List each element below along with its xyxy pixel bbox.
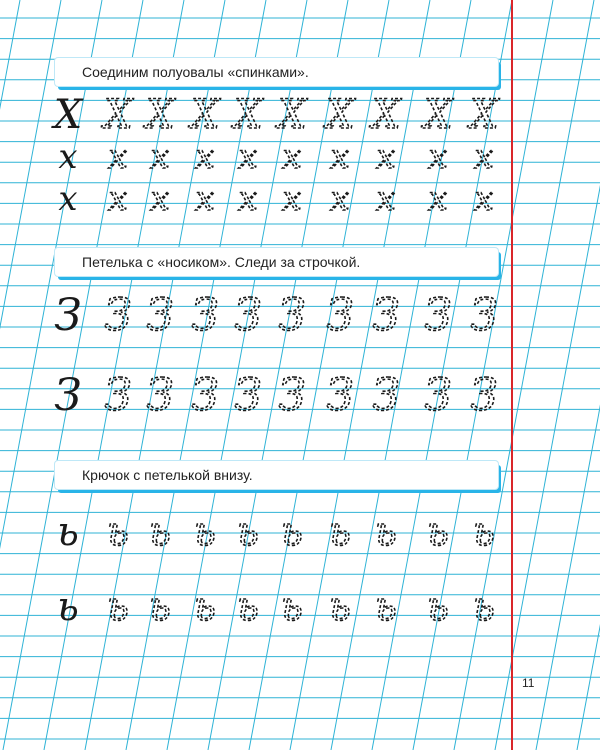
letter-glyph: х [330,179,350,219]
letter-glyph: х [428,137,448,177]
letter-glyph: х [108,179,128,219]
letter-glyph: З [104,290,132,341]
letter-glyph: З [470,370,498,421]
letter-glyph: х [150,137,170,177]
letter-glyph: ь [107,584,129,630]
letter-glyph: Х [371,92,401,138]
letter-glyph: х [58,179,78,219]
letter-glyph: х [108,137,128,177]
letter-glyph: ь [281,584,303,630]
letter-glyph: х [428,179,448,219]
letter-glyph: З [234,370,262,421]
letter-glyph: Х [145,92,175,138]
letter-glyph: х [195,137,215,177]
letter-glyph: х [238,179,258,219]
letter-glyph: ь [57,509,79,555]
letter-glyph: З [326,290,354,341]
letter-glyph: З [372,370,400,421]
letter-glyph: х [330,137,350,177]
letter-glyph: З [191,370,219,421]
letter-glyph: х [282,179,302,219]
letter-glyph: ь [107,509,129,555]
letter-glyph: ь [57,584,79,630]
letter-glyph: З [191,290,219,341]
letter-glyph: З [278,290,306,341]
letter-glyph: ь [237,584,259,630]
letter-glyph: З [146,290,174,341]
letter-glyph: ь [427,509,449,555]
letter-glyph: ь [149,509,171,555]
page-number: 11 [522,676,535,690]
letter-glyph: З [146,370,174,421]
letter-glyph: З [424,290,452,341]
letter-glyph: х [150,179,170,219]
letter-glyph: З [326,370,354,421]
letter-glyph: З [470,290,498,341]
letter-glyph: х [58,137,78,177]
instruction-text-1: Соединим полуовалы «спинками». [82,64,309,80]
letter-glyph: Х [103,92,133,138]
letter-glyph: х [195,179,215,219]
letter-glyph: ь [194,584,216,630]
letter-glyph: Х [190,92,220,138]
letter-glyph: ь [194,509,216,555]
letter-glyph: х [474,179,494,219]
letter-glyph: Х [469,92,499,138]
letter-glyph: ь [237,509,259,555]
letter-glyph: х [376,179,396,219]
instruction-text-3: Крючок с петелькой внизу. [82,467,253,483]
letter-glyph: ь [329,509,351,555]
letter-glyph: З [54,370,82,421]
letter-glyph: ь [427,584,449,630]
letter-glyph: ь [329,584,351,630]
letter-glyph: З [424,370,452,421]
letter-glyph: ь [149,584,171,630]
letter-glyph: З [278,370,306,421]
letter-glyph: ь [473,584,495,630]
letter-glyph: З [234,290,262,341]
letter-glyph: Х [423,92,453,138]
letter-glyph: ь [281,509,303,555]
letter-glyph: Х [53,92,83,138]
letter-glyph: Х [277,92,307,138]
letter-glyph: х [376,137,396,177]
letter-glyph: З [54,290,82,341]
letter-glyph: х [238,137,258,177]
letter-glyph: ь [375,509,397,555]
letter-glyph: ь [375,584,397,630]
letter-glyph: х [474,137,494,177]
letter-glyph: Х [233,92,263,138]
letter-glyph: ь [473,509,495,555]
letter-glyph: Х [325,92,355,138]
letter-glyph: х [282,137,302,177]
letter-glyph: З [372,290,400,341]
letter-glyph: З [104,370,132,421]
instruction-text-2: Петелька с «носиком». Следи за строчкой. [82,254,361,270]
